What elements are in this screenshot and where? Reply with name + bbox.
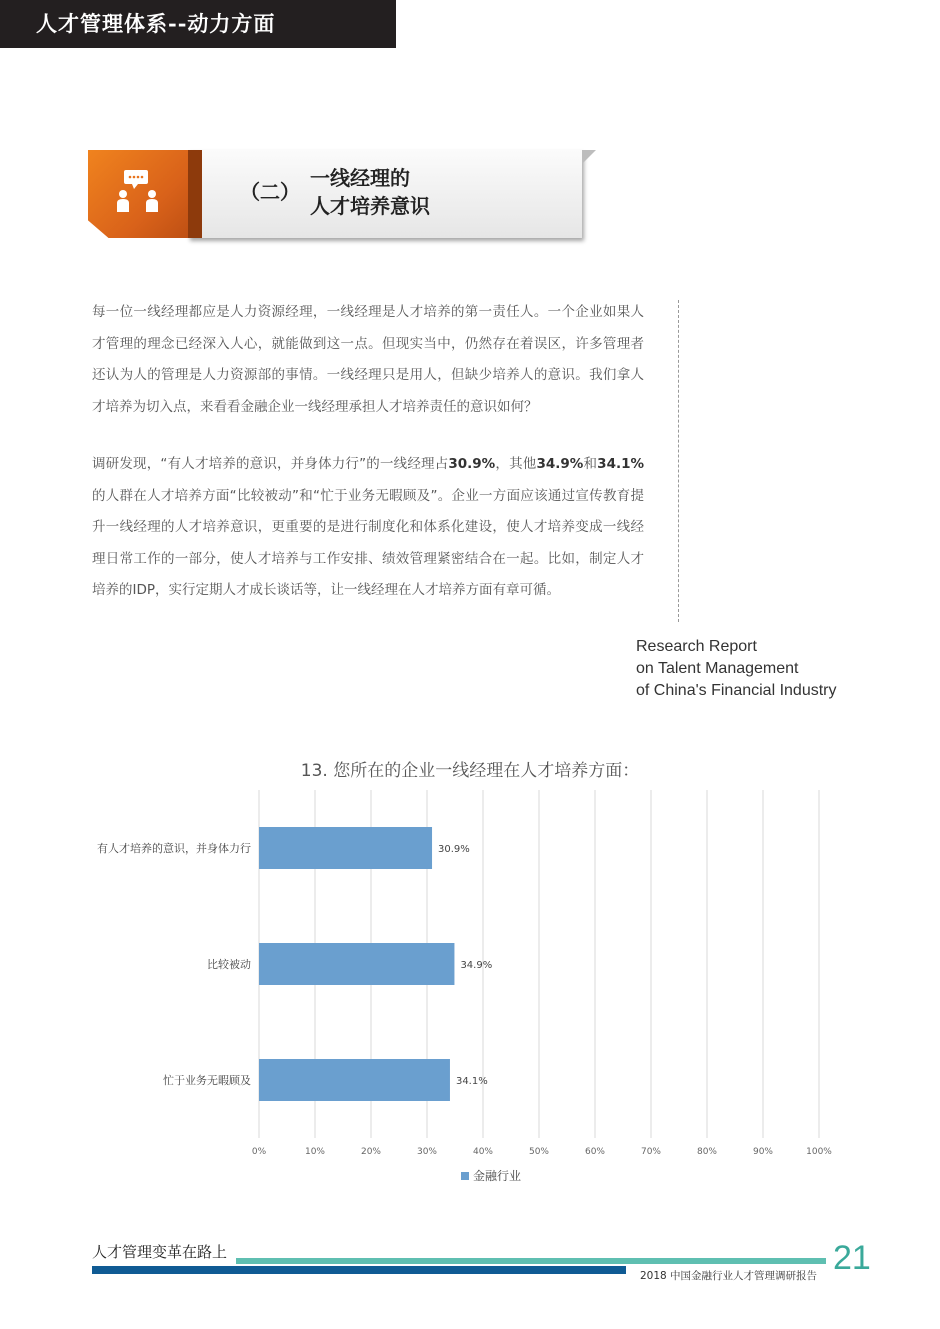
page-number: 21 bbox=[833, 1239, 871, 1277]
report-en-line3: of China's Financial Industry bbox=[636, 682, 837, 699]
category-label: 有人才培养的意识，并身体力行 bbox=[97, 842, 251, 855]
chart-category-labels bbox=[97, 841, 251, 1087]
legend-label: 金融行业 bbox=[473, 1169, 522, 1183]
chart-bars bbox=[259, 827, 492, 1101]
category-label: 比较被动 bbox=[207, 958, 251, 971]
bar-value-label: 34.1% bbox=[455, 1076, 488, 1087]
footer-bar-blue bbox=[92, 1266, 626, 1274]
meeting-icon bbox=[114, 168, 170, 216]
report-en-line1: Research Report bbox=[636, 638, 757, 655]
section-title-line2: 人才培养意识 bbox=[310, 194, 430, 218]
x-tick-label: 80% bbox=[696, 1147, 718, 1157]
stat-value-2: 34.9% bbox=[536, 456, 584, 472]
bar-value-label: 30.9% bbox=[438, 844, 470, 855]
category-label: 忙于业务无暇顾及 bbox=[163, 1074, 251, 1087]
paragraph-2-a: 调研发现，“有人才培养的意识，并身体力行”的一线经理占 bbox=[92, 456, 449, 472]
legend-swatch bbox=[461, 1172, 469, 1180]
bar-chart bbox=[0, 780, 940, 1200]
paragraph-1: 每一位一线经理都应是人力资源经理，一线经理是人才培养的第一责任人。一个企业如果人才管理的理念已经深入人心，就能做到这一点。但现实当中，仍然存在着误区，许多管理者还认为人的管理是人力资源部的事情。一线经理只是用人，但缺少培养人的意识。我们拿人才培养为切入点，来看看金融企业一线经理承担人才培养责任的意识如何？ bbox=[92, 304, 644, 415]
x-tick-label: 100% bbox=[806, 1147, 832, 1157]
dashed-divider bbox=[678, 300, 679, 622]
footer-slogan: 人才管理变革在路上 bbox=[92, 1243, 228, 1261]
section-title-line1: 一线经理的 bbox=[310, 166, 410, 190]
section-icon-box bbox=[88, 150, 202, 238]
section-banner bbox=[88, 150, 508, 240]
paragraph-2 bbox=[92, 449, 644, 607]
chart-title: 13. 您所在的企业一线经理在人才培养方面： bbox=[300, 761, 640, 781]
x-tick-label: 20% bbox=[360, 1147, 382, 1157]
paragraph-2-c: 和 bbox=[583, 456, 598, 472]
footer-report-name: 2018 中国金融行业人才管理调研报告 bbox=[640, 1270, 818, 1282]
x-tick-label: 60% bbox=[584, 1147, 606, 1157]
paragraph-2-d: 的人群在人才培养方面“比较被动”和“忙于业务无暇顾及”。企业一方面应该通过宣传教育提升一线经理的人才培养意识，更重要的是进行制度化和体系化建设，使人才培养变成一线经理日常工作的一部分，使人才培养与工作安排、绩效管理紧密结合在一起。比如，制定人才培养的IDP，实行定期人才成长谈话等，让一线经理在人才培养方面有章可循。 bbox=[92, 487, 644, 598]
paragraph-2-b: ，其他 bbox=[495, 456, 537, 472]
report-english-title bbox=[636, 636, 836, 702]
section-number: （二） bbox=[240, 180, 300, 204]
chart-legend bbox=[461, 1168, 521, 1183]
bar bbox=[259, 1059, 450, 1101]
stat-value-3: 34.1% bbox=[597, 456, 645, 472]
x-tick-label: 0% bbox=[251, 1147, 267, 1157]
bar-value-label: 34.9% bbox=[460, 960, 493, 971]
x-tick-label: 50% bbox=[528, 1147, 550, 1157]
section-title bbox=[310, 164, 430, 220]
x-tick-label: 10% bbox=[304, 1147, 326, 1157]
x-tick-label: 40% bbox=[472, 1147, 494, 1157]
x-tick-label: 70% bbox=[640, 1147, 662, 1157]
header-title: 人才管理体系--动力方面 bbox=[0, 0, 396, 48]
bar bbox=[259, 827, 432, 869]
footer-bar-teal bbox=[236, 1258, 826, 1264]
stat-value-1: 30.9% bbox=[448, 456, 496, 472]
x-tick-label: 30% bbox=[416, 1147, 438, 1157]
x-tick-label: 90% bbox=[752, 1147, 774, 1157]
chart-x-ticks bbox=[252, 1147, 832, 1157]
bar bbox=[259, 943, 454, 985]
report-en-line2: on Talent Management bbox=[636, 660, 799, 677]
